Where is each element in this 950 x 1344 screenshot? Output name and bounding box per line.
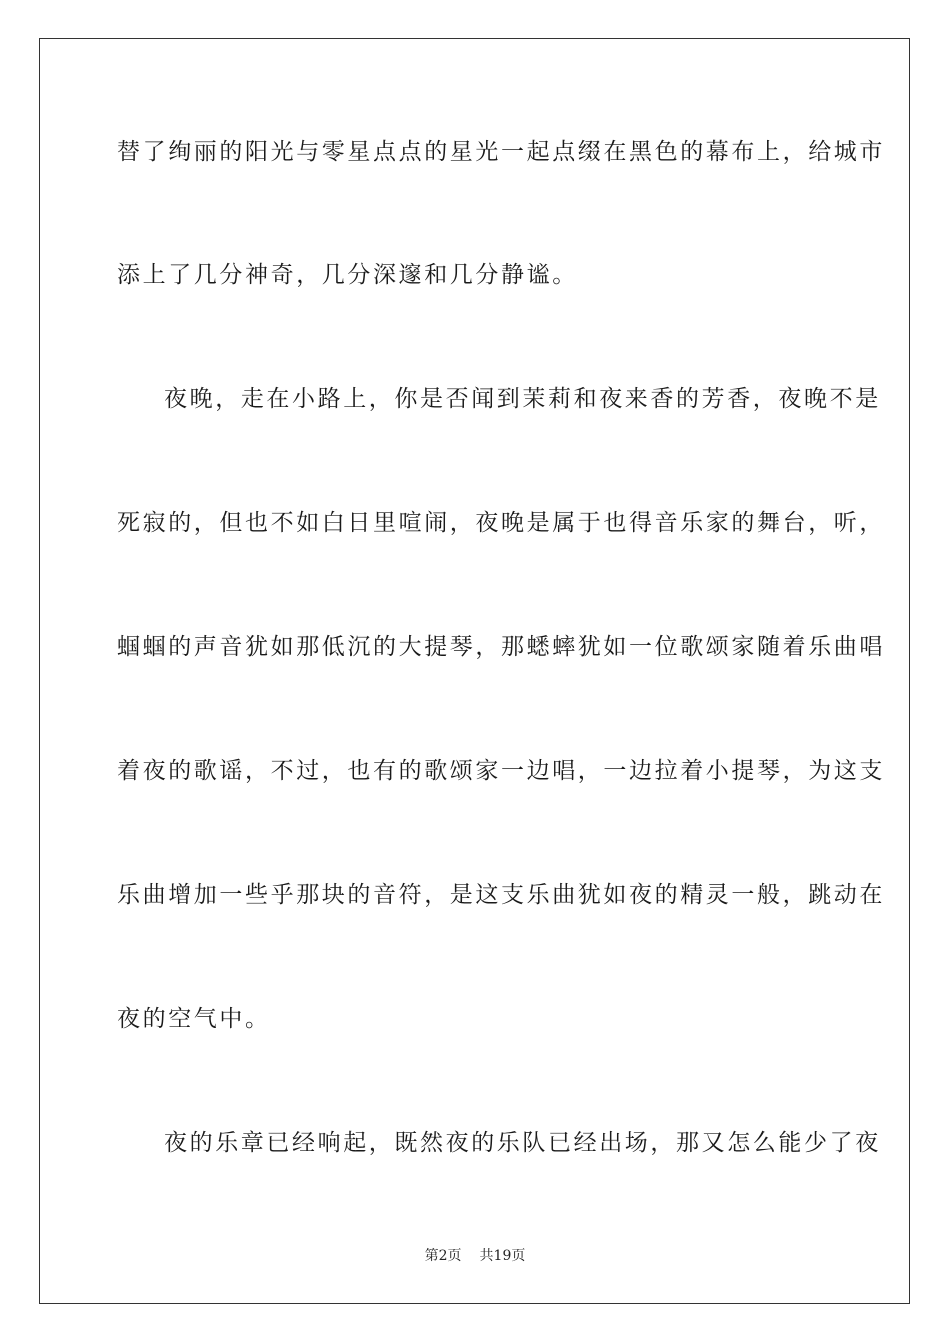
paragraph-start-line-9: 夜的乐章已经响起，既然夜的乐队已经出场，那又怎么能少了夜 xyxy=(164,1130,881,1156)
paragraph-start-line-3: 夜晚，走在小路上，你是否闻到茉莉和夜来香的芳香，夜晚不是 xyxy=(164,386,881,412)
page-footer xyxy=(0,1247,950,1265)
page-border xyxy=(39,38,910,1304)
text-line-2: 添上了几分神奇，几分深邃和几分静谧。 xyxy=(117,262,578,288)
page-number: 第2页 xyxy=(424,1248,462,1264)
text-line-6: 着夜的歌谣，不过，也有的歌颂家一边唱，一边拉着小提琴，为这支 xyxy=(117,758,885,784)
text-line-8: 夜的空气中。 xyxy=(117,1006,271,1032)
page-total: 共19页 xyxy=(479,1248,526,1264)
text-line-7: 乐曲增加一些乎那块的音符，是这支乐曲犹如夜的精灵一般，跳动在 xyxy=(117,882,885,908)
text-line-5: 蝈蝈的声音犹如那低沉的大提琴，那蟋蟀犹如一位歌颂家随着乐曲唱 xyxy=(117,634,885,660)
text-line-1: 替了绚丽的阳光与零星点点的星光一起点缀在黑色的幕布上，给城市 xyxy=(117,139,885,165)
text-line-4: 死寂的，但也不如白日里喧闹，夜晚是属于也得音乐家的舞台，听， xyxy=(117,510,885,536)
